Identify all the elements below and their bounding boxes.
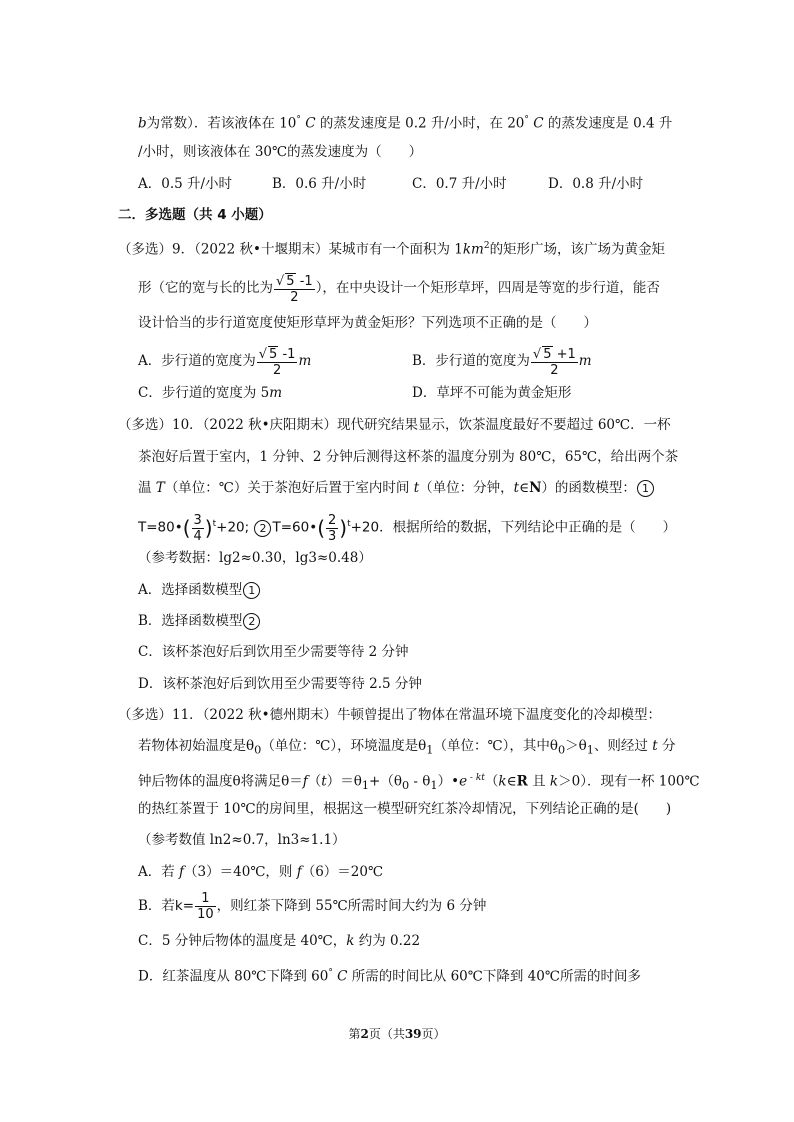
var-c: C	[337, 968, 348, 985]
q9-option-d: D．草坪不可能为黄金矩形	[412, 385, 572, 401]
var-T: T	[155, 480, 165, 496]
var-e: e	[459, 773, 468, 790]
k-eq: k=	[174, 898, 195, 914]
text: 的蒸发速度是 0.2 升/小时，在 20	[315, 115, 525, 132]
num-rest: -1	[295, 273, 313, 289]
text: 温	[138, 480, 156, 496]
var-f: f	[302, 773, 308, 790]
unit-km: km	[462, 241, 484, 258]
set-N: N	[529, 480, 542, 496]
formula-1-pre: T=80•	[138, 519, 183, 536]
sub: 0	[557, 743, 566, 757]
exp: - kt	[467, 773, 485, 783]
den: 10	[197, 907, 214, 922]
text: 的矩形广场，该广场为黄金矩	[489, 241, 666, 258]
q10-line-3	[138, 478, 655, 498]
text: 的蒸发速度是 0.4 升	[543, 115, 673, 132]
var-t: t	[652, 738, 658, 754]
q11-line-2	[138, 736, 675, 761]
text: ＞θ	[565, 738, 587, 754]
text: ）•	[437, 773, 460, 790]
fraction-1-10	[195, 891, 216, 922]
text: ∈	[519, 480, 530, 496]
num-rest: +1	[552, 346, 576, 362]
section-title: 二．多选题（共 4 小题）	[118, 207, 272, 223]
text: （3）＝40℃，则	[184, 864, 297, 880]
text: - θ	[409, 773, 431, 790]
var-f: f	[296, 864, 302, 880]
den: 2	[550, 362, 559, 378]
text: 为常数）．若该液体在 10	[146, 115, 297, 132]
circled-two: 2	[254, 520, 271, 537]
root: 5	[543, 346, 552, 362]
q11-line-3	[138, 768, 700, 796]
fraction: $\frac{√ 5 -1}{2}$	[258, 346, 296, 378]
text: +（θ	[369, 773, 402, 790]
text: A．若	[138, 864, 180, 880]
sub: 1	[361, 779, 370, 793]
root: 5	[286, 273, 295, 289]
text: （单位：℃），环境温度是θ	[261, 738, 427, 754]
q11-line-1: （多选）11．（2022 秋•德州期末）牛顿曾提出了物体在常温环境下温度变化的冷却模型：	[118, 707, 662, 723]
text: （单位：℃），其中θ	[433, 738, 558, 754]
text: 约为 0.22	[354, 933, 421, 949]
text: B．步行道的宽度为	[412, 353, 530, 369]
exp-t: t	[347, 519, 351, 529]
text: （	[484, 773, 499, 790]
text: 第	[348, 1027, 361, 1041]
fraction-2-3	[326, 513, 338, 544]
exp-t: t	[212, 519, 217, 529]
den: 3	[328, 528, 337, 544]
text: 且	[527, 773, 550, 790]
circled-one: 1	[243, 582, 260, 599]
var-b: b	[138, 115, 147, 132]
fraction-3-4	[192, 513, 204, 544]
q10-option-d: D．该杯茶泡好后到饮用至少需要等待 2.5 分钟	[138, 676, 422, 692]
text: B．若	[138, 898, 175, 914]
circled-two: 2	[243, 613, 260, 630]
unit-m: m	[269, 385, 283, 401]
q11-reference: （参考数值 ln2≈0.7，ln3≈1.1）	[138, 832, 346, 848]
text: D．红茶温度从 80℃下降到 60	[138, 968, 329, 985]
q9-line-2	[138, 268, 660, 308]
option-c: C．0.7 升/小时	[412, 176, 507, 192]
num: 3	[193, 512, 202, 528]
fraction: $\frac{√ 5 +1}{2}$	[532, 346, 576, 378]
text: ）＝θ	[326, 773, 362, 790]
text: （多选）9．（2022 秋•十堰期末）某城市有一个面积为 1	[118, 241, 463, 258]
den: 2	[272, 362, 282, 378]
var-t: t	[321, 773, 327, 790]
q9-option-b	[412, 342, 592, 380]
text: B．选择函数模型	[138, 613, 243, 629]
golden-ratio-fraction: $\frac{√ 5 -1}{2}$	[276, 273, 313, 305]
q11-line-4: 的热红茶置于 10℃的房间里，根据这一模型研究红茶冷却情况，下列结论正确的是( )	[138, 801, 672, 817]
formula-2-post: +20	[350, 519, 380, 536]
text: ，则红茶下降到 55℃所需时间大约为 6 分钟	[216, 898, 487, 914]
page-footer	[0, 1025, 794, 1042]
num: 1	[195, 891, 216, 907]
q11-option-c	[138, 931, 420, 951]
var-f: f	[179, 864, 185, 880]
text: ∈	[506, 773, 517, 790]
prev-question-line-2: /小时，则该液体在 30℃的蒸发速度为（ ）	[138, 144, 423, 160]
den: 2	[290, 289, 299, 305]
unit-m: m	[578, 353, 592, 369]
q9-line-1: （多选）9．（2022 秋•十堰期末）某城市有一个面积为 $1km^2$的矩形广场，该广场为黄金矩	[118, 241, 666, 258]
q9-option-a	[138, 342, 311, 380]
text: 、则经过	[593, 738, 653, 754]
q10-option-a	[138, 580, 261, 600]
q10-line-1: （多选）10．（2022 秋•庆阳期末）现代研究结果显示，饮茶温度最好不要超过 60℃．一杯	[118, 417, 671, 433]
den: 4	[193, 528, 202, 544]
var-c: C	[305, 115, 316, 132]
var-k: k	[346, 933, 355, 949]
text: C．步行道的宽度为 5	[138, 385, 270, 401]
page-number: 2	[360, 1027, 369, 1041]
q10-reference: （参考数据：lg2≈0.30，lg3≈0.48）	[138, 550, 372, 566]
formula-1-post: +20;	[216, 519, 250, 536]
circled-one: 1	[637, 480, 654, 497]
text: A．步行道的宽度为	[138, 353, 256, 369]
text: 钟后物体的温度θ将满足θ＝	[138, 773, 303, 790]
var-t: t	[413, 480, 420, 496]
option-b: B．0.6 升/小时	[272, 176, 367, 192]
text: 页）	[421, 1027, 446, 1041]
text: （单位：℃）关于茶泡好后置于室内时间	[164, 480, 414, 496]
text: 页（共	[368, 1027, 405, 1041]
formula-2-pre: T=60•	[272, 519, 318, 536]
num-rest: -1	[278, 346, 296, 362]
var-k: k	[498, 773, 507, 790]
text: ＞0）．现有一杯 100℃	[558, 773, 700, 790]
text: C．5 分钟后物体的温度是 40℃，	[138, 933, 347, 949]
root: 5	[269, 346, 278, 362]
text: ．根据所给的数据，下列结论中正确的是（ ）	[379, 519, 677, 536]
q11-option-b	[138, 887, 486, 925]
text: （6）＝20℃	[301, 864, 384, 880]
text: A．选择函数模型	[138, 582, 243, 598]
text: （	[307, 773, 322, 790]
text: 形（它的宽与长的比为	[138, 280, 273, 296]
sub: 1	[426, 743, 434, 757]
num: 2	[328, 512, 337, 528]
sub: 0	[401, 779, 410, 793]
text: ）的函数模型：	[541, 480, 636, 496]
q11-option-a	[138, 862, 383, 882]
text: 分	[657, 738, 676, 754]
prev-question-line-1: b为常数）．若该液体在 10° C 的蒸发速度是 0.2 升/小时，在 20° C 的蒸发速度是 0.4 升	[138, 115, 673, 132]
sub: 1	[430, 779, 438, 793]
sub: 0	[254, 743, 262, 757]
sub: 1	[586, 743, 594, 757]
var-k: k	[549, 773, 559, 790]
total-pages: 39	[404, 1027, 422, 1041]
q9-option-c	[138, 383, 282, 403]
option-d: D．0.8 升/小时	[548, 176, 644, 192]
q10-line-2: 茶泡好后置于室内，1 分钟、2 分钟后测得这杯茶的温度分别为 80℃，65℃，给出两个茶	[138, 449, 679, 465]
q11-option-d: D．红茶温度从 80℃下降到 60° C 所需的时间比从 60℃下降到 40℃所需的时间多	[138, 968, 641, 985]
set-R: R	[516, 773, 528, 790]
q9-line-3: 设计恰当的步行道宽度使矩形草坪为黄金矩形？下列选项不正确的是（ ）	[138, 315, 597, 331]
unit-m: m	[298, 353, 312, 369]
text: 所需的时间比从 60℃下降到 40℃所需的时间多	[347, 968, 641, 985]
q10-option-b	[138, 611, 261, 631]
q10-option-c: C．该杯茶泡好后到饮用至少需要等待 2 分钟	[138, 644, 409, 660]
q10-line-4: T=80•( $\frac{3}{4}$ )$^t$+20; 2 T=60•( $\frac{2}{3}$ )$^t$+20．根据所给的数据，下列结论中正确的是（ ）	[138, 512, 677, 544]
text: 若物体初始温度是θ	[138, 738, 255, 754]
var-t: t	[513, 480, 520, 496]
text: （单位：分钟，	[419, 480, 514, 496]
text: ），在中央设计一个矩形草坪，四周是等宽的步行道，能否	[315, 280, 660, 296]
var-c: C	[533, 115, 544, 132]
option-a: A．0.5 升/小时	[138, 176, 233, 192]
